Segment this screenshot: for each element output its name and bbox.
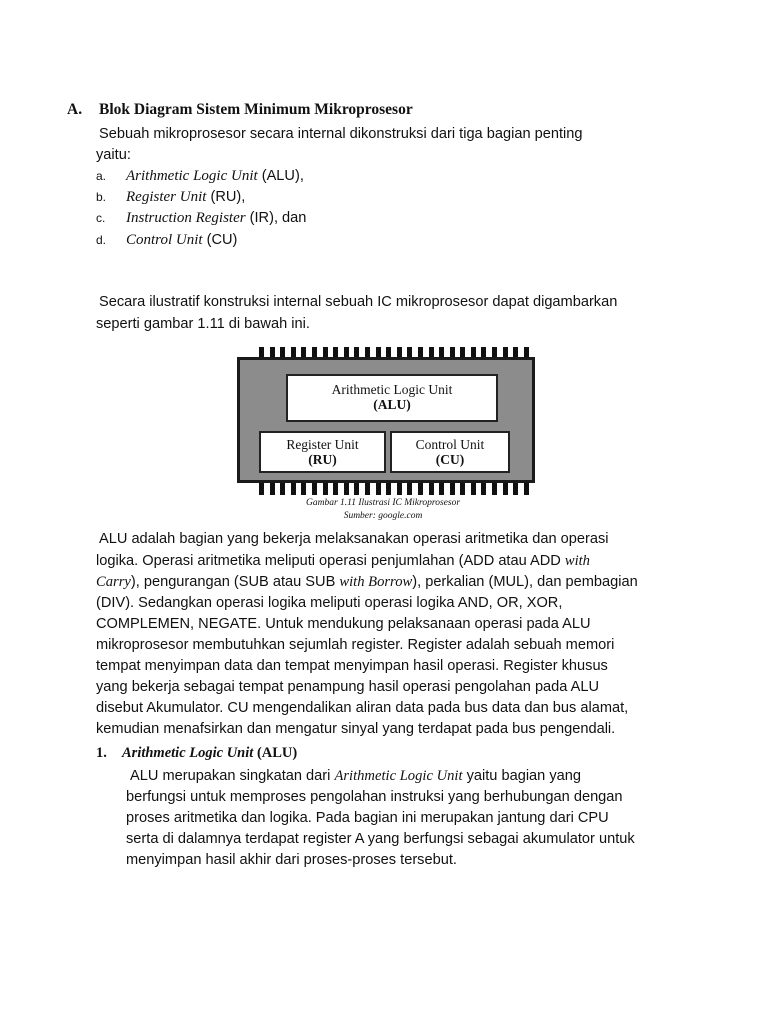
chip-pin [460, 483, 465, 495]
list-item-term: Register Unit [126, 189, 207, 205]
paragraph-line: serta di dalamnya terdapat register A yang berfungsi sebagai akumulator untuk [126, 831, 635, 847]
paragraph-line: menyimpan hasil akhir dari proses-proses tersebut. [126, 852, 457, 868]
alu-block-abbr: (ALU) [373, 397, 411, 412]
register-unit-block [259, 431, 386, 473]
chip-pin [323, 483, 328, 495]
paragraph-line: proses aritmetika dan logika. Pada bagian ini merupakan jantung dari CPU [126, 810, 609, 826]
intro-line-1: Sebuah mikroprosesor secara internal dikonstruksi dari tiga bagian penting [99, 126, 583, 142]
list-item: b. Register Unit (RU), [96, 189, 246, 205]
figure-source: Sumber: google.com [343, 511, 423, 521]
chip-pin [354, 483, 359, 495]
paragraph-line [96, 551, 590, 572]
list-item-term: Control Unit [126, 232, 203, 248]
list-item-term: Instruction Register [126, 210, 246, 226]
microprocessor-figure [233, 345, 539, 497]
chip-pin [291, 483, 296, 495]
chip-pin [439, 483, 444, 495]
ru-block-name: Register Unit [286, 437, 359, 452]
intro-line-2: yaitu: [96, 147, 131, 163]
paragraph-line: yang bekerja sebagai tempat penampung hasil operasi pengolahan pada ALU [96, 679, 600, 695]
section-letter: A. [67, 101, 83, 118]
control-unit-block [390, 431, 510, 473]
paragraph-line [130, 766, 581, 787]
chip-pin [492, 483, 497, 495]
cu-block-abbr: (CU) [435, 452, 465, 467]
chip-pin [407, 483, 412, 495]
text-run: logika. Operasi aritmetika meliputi operasi penjumlahan (ADD atau ADD [96, 553, 565, 569]
chip-pin [259, 483, 264, 495]
chip-pin [429, 483, 434, 495]
chip-pin [397, 483, 402, 495]
chip-pin [503, 483, 508, 495]
chip-pin [386, 483, 391, 495]
paragraph-line: tempat menyimpan data dan tempat menyimpan hasil operasi. Register khusus [96, 658, 608, 674]
paragraph-line: kemudian menafsirkan dan mengatur sinyal yang terdapat pada bus pengendali. [96, 721, 616, 737]
italic-run: Carry [96, 574, 131, 590]
chip-pin [513, 483, 518, 495]
ru-block-abbr: (RU) [308, 452, 337, 467]
list-item: c. Instruction Register (IR), dan [96, 210, 307, 226]
text-run: ), perkalian (MUL), dan pembagian [412, 574, 638, 590]
figure-caption: Gambar 1.11 Ilustrasi IC Mikroprosesor [305, 498, 461, 508]
alu-block-name: Arithmetic Logic Unit [331, 382, 453, 397]
illustration-line-2: seperti gambar 1.11 di bawah ini. [96, 316, 310, 332]
chip-pin [270, 483, 275, 495]
italic-run: with [564, 553, 590, 569]
paragraph-line: COMPLEMEN, NEGATE. Untuk mendukung pelaksanaan operasi pada ALU [96, 616, 591, 632]
chip-pin [376, 483, 381, 495]
text-run: ), pengurangan (SUB atau SUB [130, 574, 340, 590]
paragraph-line: disebut Akumulator. CU mengendalikan aliran data pada bus data dan bus alamat, [96, 700, 629, 716]
paragraph-line: ALU adalah bagian yang bekerja melaksanakan operasi aritmetika dan operasi [99, 531, 609, 547]
italic-run: Arithmetic Logic Unit [334, 768, 463, 784]
text-run: ALU merupakan singkatan dari [130, 768, 335, 784]
chip-pins-bottom [259, 483, 529, 495]
paragraph-line: (DIV). Sedangkan operasi logika meliputi operasi logika AND, OR, XOR, [96, 595, 563, 611]
alu-block [286, 374, 498, 422]
paragraph-line [96, 572, 638, 593]
chip-pin [481, 483, 486, 495]
list-item-rest: (RU), [206, 189, 246, 205]
paragraph-line: mikroprosesor membutuhkan sejumlah register. Register adalah sebuah memori [96, 637, 615, 653]
list-item: d. Control Unit (CU) [96, 232, 238, 248]
text-run: yaitu bagian yang [462, 768, 581, 784]
chip-pin [524, 483, 529, 495]
subsection-title [122, 745, 297, 762]
section-title: Blok Diagram Sistem Minimum Mikroprosesor [99, 101, 413, 118]
chip-pin [418, 483, 423, 495]
list-item-rest: (ALU), [257, 168, 304, 184]
chip-pin [312, 483, 317, 495]
italic-run: with Borrow [339, 574, 413, 590]
illustration-line-1: Secara ilustratif konstruksi internal sebuah IC mikroprosesor dapat digambarkan [99, 294, 618, 310]
paragraph-line: berfungsi untuk memproses pengolahan instruksi yang berhubungan dengan [126, 789, 623, 805]
chip-pin [450, 483, 455, 495]
cu-block-name: Control Unit [415, 437, 485, 452]
chip-pin [471, 483, 476, 495]
subsection-title-rest: (ALU) [253, 745, 298, 761]
list-item: a. Arithmetic Logic Unit (ALU), [96, 168, 304, 184]
chip-pin [333, 483, 338, 495]
chip-pin [280, 483, 285, 495]
subsection-number: 1. [96, 745, 107, 761]
list-item-rest: (IR), dan [245, 210, 307, 226]
chip-pin [365, 483, 370, 495]
list-item-term: Arithmetic Logic Unit [126, 168, 258, 184]
chip-pin [344, 483, 349, 495]
list-item-rest: (CU) [202, 232, 238, 248]
subsection-title-italic: Arithmetic Logic Unit [122, 745, 254, 761]
chip-pin [301, 483, 306, 495]
